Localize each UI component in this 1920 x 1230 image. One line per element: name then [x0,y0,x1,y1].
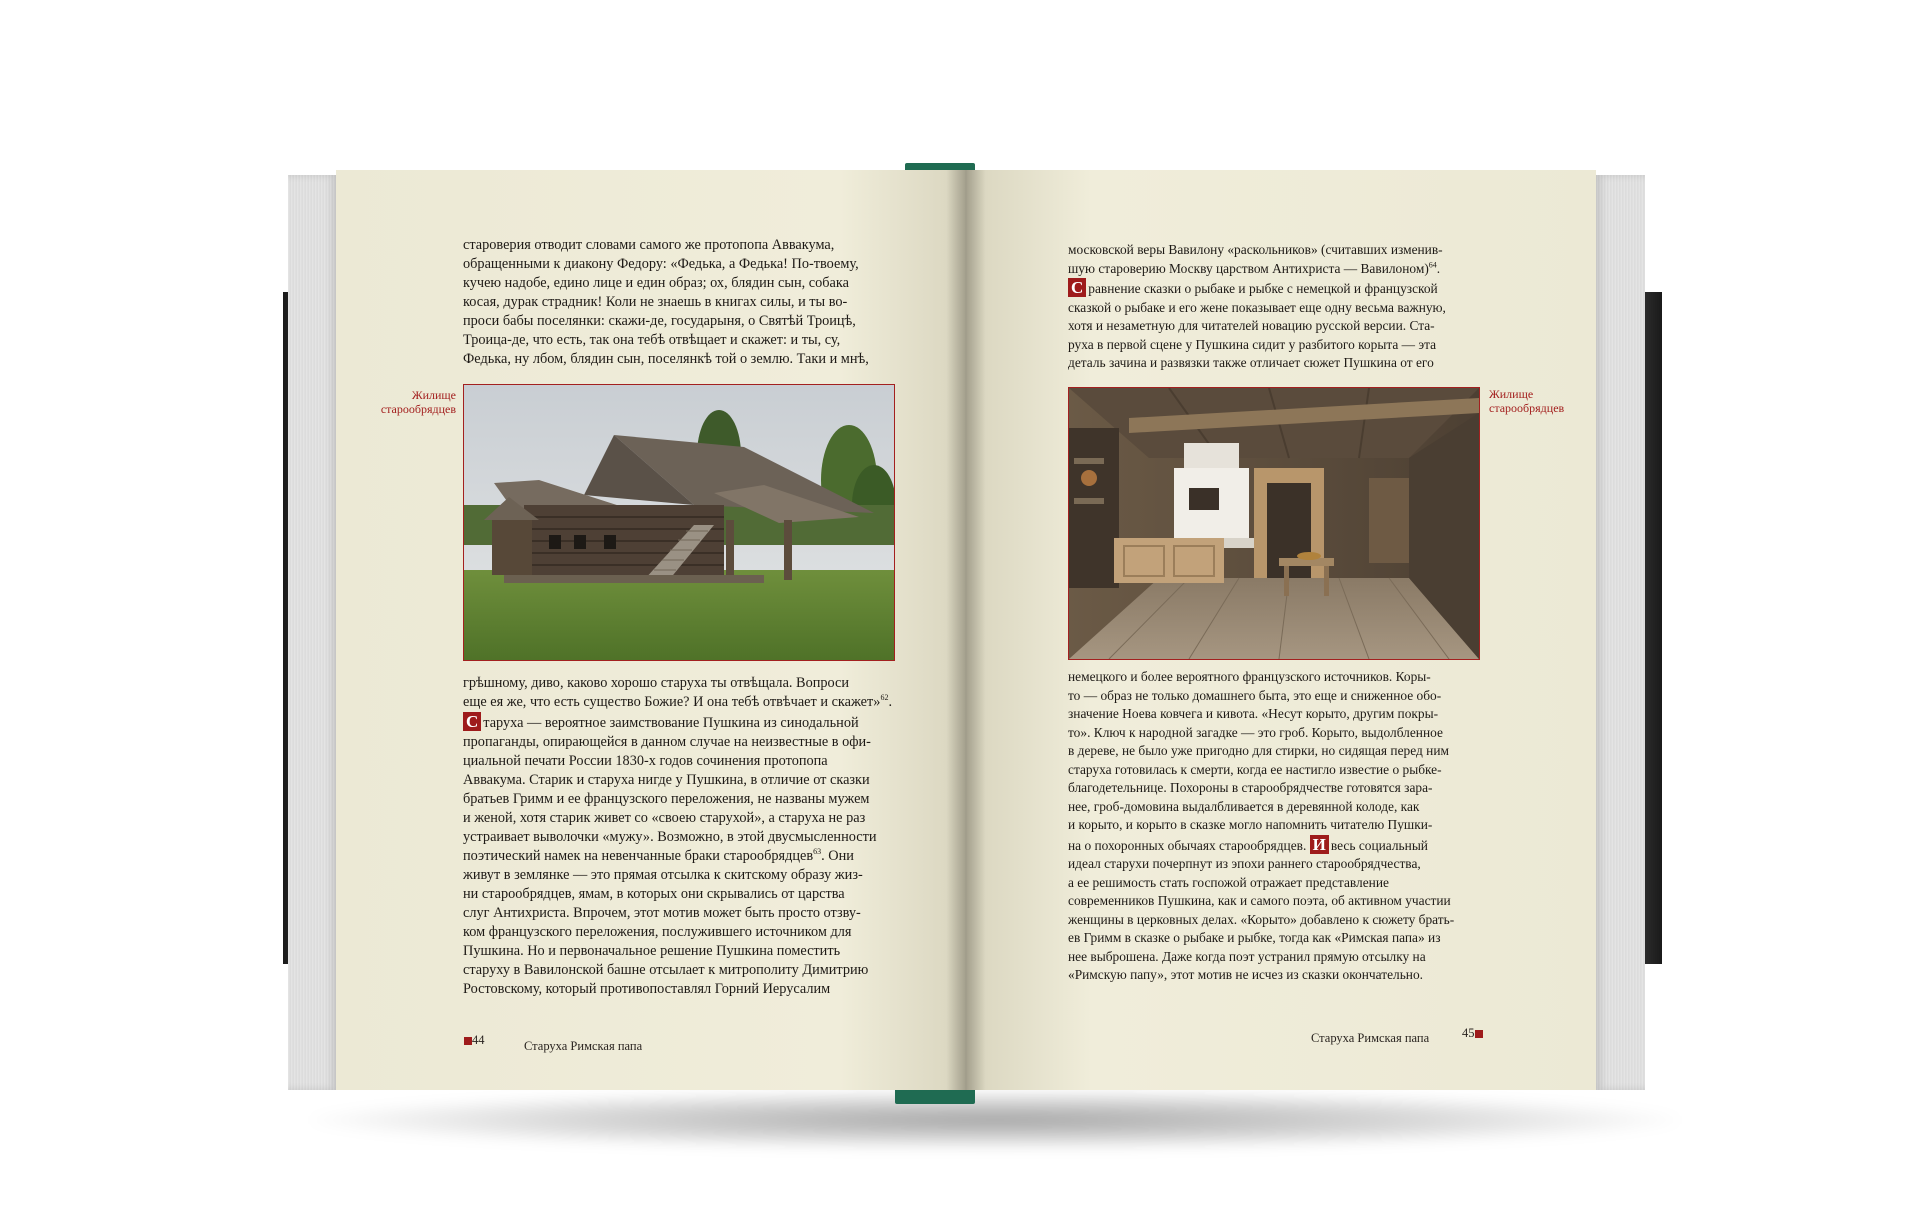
right-page-text-bottom [1068,668,1478,985]
text-line [1068,835,1478,856]
text-line: Пушкина. Но и первоначальное решение Пушкина поместить [463,943,841,959]
text-fragment: . Они [821,848,854,864]
text-line: нее выброшена. Даже когда поэт устранил прямую отсылку на [1068,948,1426,964]
text-line: ни старообрядцев, ямам, в которых они скрывались от царства [463,886,845,902]
text-line: женщины в церковных делах. «Корыто» добавлено к сюжету брать- [1068,911,1455,927]
text-line: то». Ключ к народной загадке — это гроб. Корыто, выдолбленное [1068,724,1443,740]
text-line: «Римскую папу», этот мотив не исчез из сказки окончательно. [1068,967,1424,982]
text-line: косая, дурак страдник! Коли не знаешь в книгах силы, и ты во- [463,294,848,310]
photo-izba-interior [1068,387,1480,660]
text-line: значение Ноева ковчега и кивота. «Несут корыто, другим покры- [1068,706,1439,721]
text-line: Федька, ну лбом, блядин сын, поселянкѣ той о землю. Таки и мнѣ, [463,351,869,367]
side-note-left: Жилище старообрядцев [380,388,456,416]
text-line: еще ея же, что есть существо Божие? И она тебѣ отвѣчает и скажет»$^{62}$. [463,693,893,710]
footnote-ref: 62 [880,693,889,703]
text-line: нее, гроб-домовина выдалбливается в деревянной колоде, как [1068,798,1420,814]
text-fragment: таруха — вероятное заимствование Пушкина из синодальной [483,715,859,731]
text-line: братьев Гримм и ее французского переложения, не названы мужем [463,791,870,807]
text-line: кучею надобе, едино лице и един образ; ох, блядин сын, собака [463,275,849,291]
text-fragment: еще ея же, что есть существо Божие? И она тебѣ отвѣчает и скажет» [463,694,881,710]
izba-interior-illustration [1069,388,1479,659]
page-number-value: 44 [472,1033,485,1047]
text-line [1068,278,1478,299]
text-line: Ростовскому, который противопоставлял Горний Иерусалим [463,981,831,997]
running-title-right: Старуха Римская папа [1311,1031,1430,1045]
text-line [463,847,893,866]
page-number-value: 45 [1462,1026,1475,1040]
photo-wooden-house [463,384,895,661]
text-line: обращенными к диакону Федору: «Федька, а Федька! По-твоему, [463,256,859,272]
footnote-ref: 64 [1428,260,1437,270]
text-line: современников Пушкина, как и самого поэта, об активном участии [1068,893,1451,908]
text-line: хотя и незаметную для читателей новацию русской версии. Ста- [1068,318,1435,333]
text-line [463,712,893,733]
running-title-left: Старуха Римская папа [524,1039,643,1053]
text-line: руха в первой сцене у Пушкина сидит у разбитого корыта — эта [1068,336,1437,352]
text-fragment: весь социальный [1330,837,1428,853]
page-number-right [1462,1026,1483,1041]
text-fragment: поэтический намек на невенчанные браки старообрядцев [463,848,814,864]
text-line: циальной печати России 1830-х годов сочинения протопопа [463,753,828,769]
text-line: и корыто, и корыто в сказке могло напомнить читателю Пушки- [1068,817,1433,832]
text-line: то — образ не только домашнего быта, это еще и сниженное обо- [1068,687,1442,703]
text-line: пропаганды, опирающейся в данном случае на неизвестные в офи- [463,734,871,750]
page-stack-right [1595,175,1645,1090]
text-line: старуху в Вавилонской башне отсылает к митрополиту Димитрию [463,962,869,978]
text-line: благодетельнице. Похороны в старообрядчестве готовятся зара- [1068,780,1433,795]
text-line: в дереве, не было уже пригодно для стирки, но сидящая перед ним [1068,743,1449,758]
text-line: проси бабы поселянки: скажи-де, государыня, о Святѣй Троицѣ, [463,313,856,329]
text-line: а ее решимость стать госпожой отражает представление [1068,874,1389,890]
page-stack-left [288,175,338,1090]
text-line: сказкой о рыбаке и его жене показывает еще одну весьма важную, [1068,299,1446,315]
side-note-right: Жилище старообрядцев [1489,387,1565,415]
text-line: ев Гримм в сказке о рыбаке и рыбке, тогда как «Римская папа» из [1068,930,1441,945]
drop-cap: И [1310,835,1329,854]
text-fragment: шую староверию Москву царством Антихриста — Вавилоном) [1068,260,1429,276]
left-page-text-bottom [463,674,893,999]
text-line: старуха готовилась к смерти, когда ее настигло известие о рыбке- [1068,761,1442,777]
drop-cap: С [1068,278,1086,297]
text-line: грѣшному, диво, каково хорошо старуха ты отвѣщала. Вопроси [463,675,850,691]
right-page-text-top [1068,241,1478,373]
text-line: и женой, хотя старик живет со «своею старухой», а старуха не раз [463,810,866,826]
spine-bottom [895,1088,975,1104]
text-line: ком французского переложения, послужившего источником для [463,924,852,940]
text-line: Троица-де, что есть, так она тебѣ отвѣщает и скажет: и ты, су, [463,332,841,348]
left-page-text-top [463,236,893,369]
folio-square-icon [464,1037,472,1045]
page-number-left [464,1033,485,1048]
text-line: живут в землянке — это прямая отсылка к скитскому образу жиз- [463,867,863,883]
left-page [336,170,966,1090]
text-fragment: на о похоронных обычаях старообрядцев. [1068,837,1307,853]
text-line: московской веры Вавилону «раскольников» (считавших изменив- [1068,242,1443,257]
text-line: деталь зачина и развязки также отличает сюжет Пушкина от его [1068,355,1434,370]
text-line: староверия отводит словами самого же протопопа Аввакума, [463,237,835,253]
footnote-ref: 63 [813,847,822,857]
text-line: немецкого и более вероятного французского источников. Коры- [1068,669,1431,684]
drop-cap: С [463,712,481,731]
text-line: идеал старухи почерпнут из эпохи раннего старообрядчества, [1068,856,1421,871]
book-shadow [310,1090,1680,1150]
text-line: Аввакума. Старик и старуха нигде у Пушкина, в отличие от сказки [463,772,870,788]
text-line: устраивает выволочки «мужу». Возможно, в этой двусмысленности [463,829,877,845]
text-fragment: равнение сказки о рыбаке и рыбке с немецкой и французской [1088,281,1438,296]
wooden-house-illustration [464,385,894,660]
text-line: шую староверию Москву царством Антихриста — Вавилоном)$^{64}$. [1068,260,1441,276]
right-page [966,170,1596,1090]
folio-square-icon [1475,1030,1483,1038]
text-line: слуг Антихриста. Впрочем, этот мотив может быть просто отзву- [463,905,861,921]
